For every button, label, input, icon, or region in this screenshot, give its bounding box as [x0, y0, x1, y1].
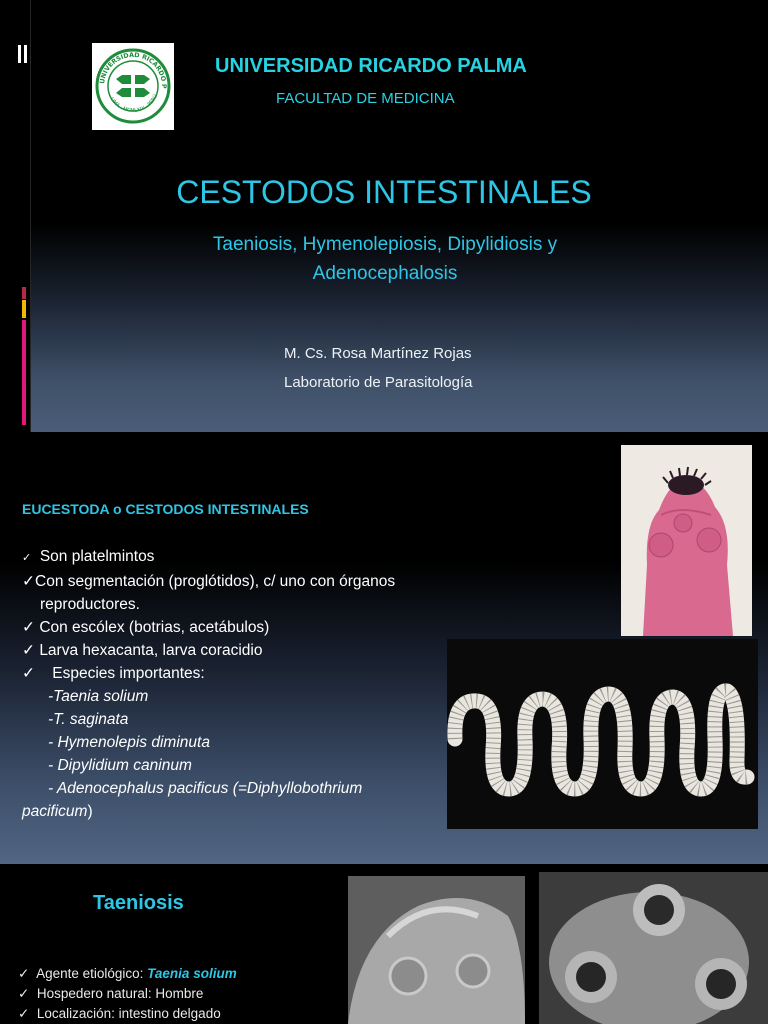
university-logo — [92, 43, 174, 130]
faculty-name: FACULTAD DE MEDICINA — [276, 90, 455, 107]
info-list — [18, 964, 237, 1024]
list-item: ✓ Especies importantes: — [22, 665, 205, 682]
author-name: M. Cs. Rosa Martínez Rojas — [284, 345, 472, 362]
side-stripe — [22, 320, 26, 425]
bullet-list — [22, 545, 442, 823]
tapeworm-photo — [447, 639, 758, 829]
check-icon: ✓ — [22, 642, 35, 659]
check-icon: ✓ — [22, 552, 32, 564]
check-icon: ✓ — [22, 573, 35, 590]
taeniosis-slide — [0, 866, 768, 1024]
list-item: ✓ Larva hexacanta, larva coracidio — [22, 642, 263, 659]
logo-motto: LIMA · MCMLXIX · PERÚ — [108, 93, 160, 114]
species-item: - Hymenolepis diminuta — [48, 734, 210, 751]
species-item: - Dipylidium caninum — [48, 757, 192, 774]
department-name: Laboratorio de Parasitología — [284, 374, 473, 391]
slide-subtitle: Taeniosis, Hymenolepiosis, Dipylidiosis y Adenocephalosis — [212, 234, 558, 284]
title-slide — [0, 0, 768, 432]
side-stripe — [22, 287, 26, 299]
list-item: ✓Con segmentación (proglótidos), c/ uno con órganos — [22, 573, 396, 590]
species-item: pacificum) — [22, 803, 93, 820]
slide-heading: EUCESTODA o CESTODOS INTESTINALES — [22, 501, 309, 517]
check-icon: ✓ — [18, 986, 30, 1001]
slide-title: CESTODOS INTESTINALES — [176, 174, 592, 210]
list-item: ✓ Con escólex (botrias, acetábulos) — [22, 619, 270, 636]
side-dash — [18, 45, 21, 63]
list-item: ✓ Hospedero natural: Hombre — [18, 986, 204, 1001]
university-name: UNIVERSIDAD RICARDO PALMA — [215, 55, 527, 77]
check-icon: ✓ — [18, 1006, 30, 1021]
check-icon: ✓ — [22, 619, 35, 636]
species-item: -Taenia solium — [48, 688, 149, 705]
species-item: -T. saginata — [48, 711, 129, 728]
eucestoda-slide — [0, 433, 768, 864]
list-item: ✓ Son platelmintos — [22, 548, 155, 565]
slide-side-bar — [0, 0, 31, 432]
scolex-photo — [621, 445, 752, 636]
logo-text: UNIVERSIDAD RICARDO P — [98, 50, 169, 89]
check-icon: ✓ — [18, 966, 30, 981]
scolex-sem-photo — [348, 876, 525, 1024]
side-dash — [24, 45, 27, 63]
list-item: ✓ Agente etiológico: Taenia solium — [18, 966, 237, 981]
slide-heading: Taeniosis — [93, 892, 184, 914]
list-item: ✓ Localización: intestino delgado — [18, 1006, 221, 1021]
suckers-sem-photo — [539, 872, 768, 1024]
check-icon: ✓ — [22, 665, 35, 682]
species-item: - Adenocephalus pacificus (=Diphyllobothrium — [48, 780, 363, 797]
side-stripe — [22, 300, 26, 318]
list-item: reproductores. — [40, 596, 140, 613]
